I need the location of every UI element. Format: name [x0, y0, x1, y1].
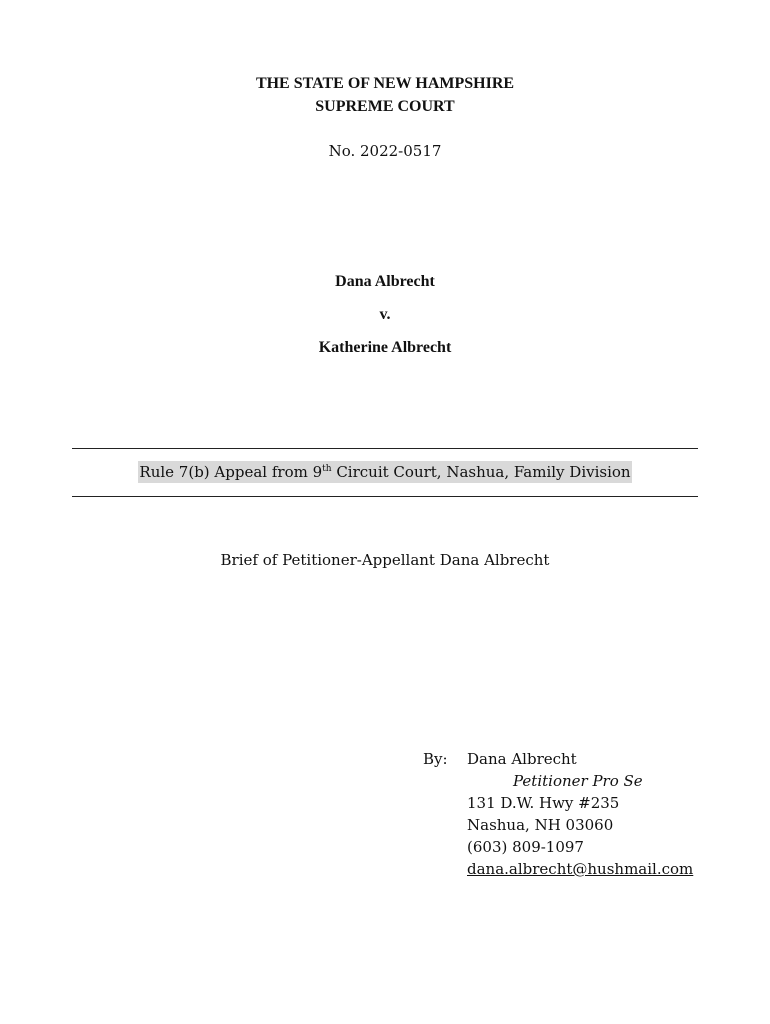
by-label: By:: [423, 750, 448, 768]
court-heading: SUPREME COURT: [315, 98, 455, 115]
appeal-line: [0, 463, 770, 481]
brief-title: Brief of Petitioner-Appellant Dana Albrecht: [220, 551, 550, 569]
email-link[interactable]: dana.albrecht@hushmail.com: [467, 860, 694, 878]
appeal-suffix: Circuit Court, Nashua, Family Division: [331, 463, 631, 481]
appellee-name: Katherine Albrecht: [318, 339, 452, 356]
bottom-divider: [72, 496, 698, 497]
signer-name: Dana Albrecht: [467, 750, 577, 768]
phone-number: (603) 809-1097: [467, 838, 584, 856]
signature-block: [467, 748, 693, 880]
address-line-2: Nashua, NH 03060: [467, 816, 614, 834]
versus-label: v.: [379, 306, 391, 323]
appeal-highlight: [138, 461, 631, 483]
appeal-prefix: Rule 7(b) Appeal from 9: [139, 463, 323, 481]
appeal-superscript: th: [322, 464, 332, 474]
docket-number: No. 2022-0517: [328, 142, 442, 160]
address-line-1: 131 D.W. Hwy #235: [467, 794, 620, 812]
state-heading: THE STATE OF NEW HAMPSHIRE: [255, 75, 515, 92]
top-divider: [72, 448, 698, 449]
signer-role: Petitioner Pro Se: [513, 772, 643, 790]
appellant-name: Dana Albrecht: [335, 273, 435, 290]
